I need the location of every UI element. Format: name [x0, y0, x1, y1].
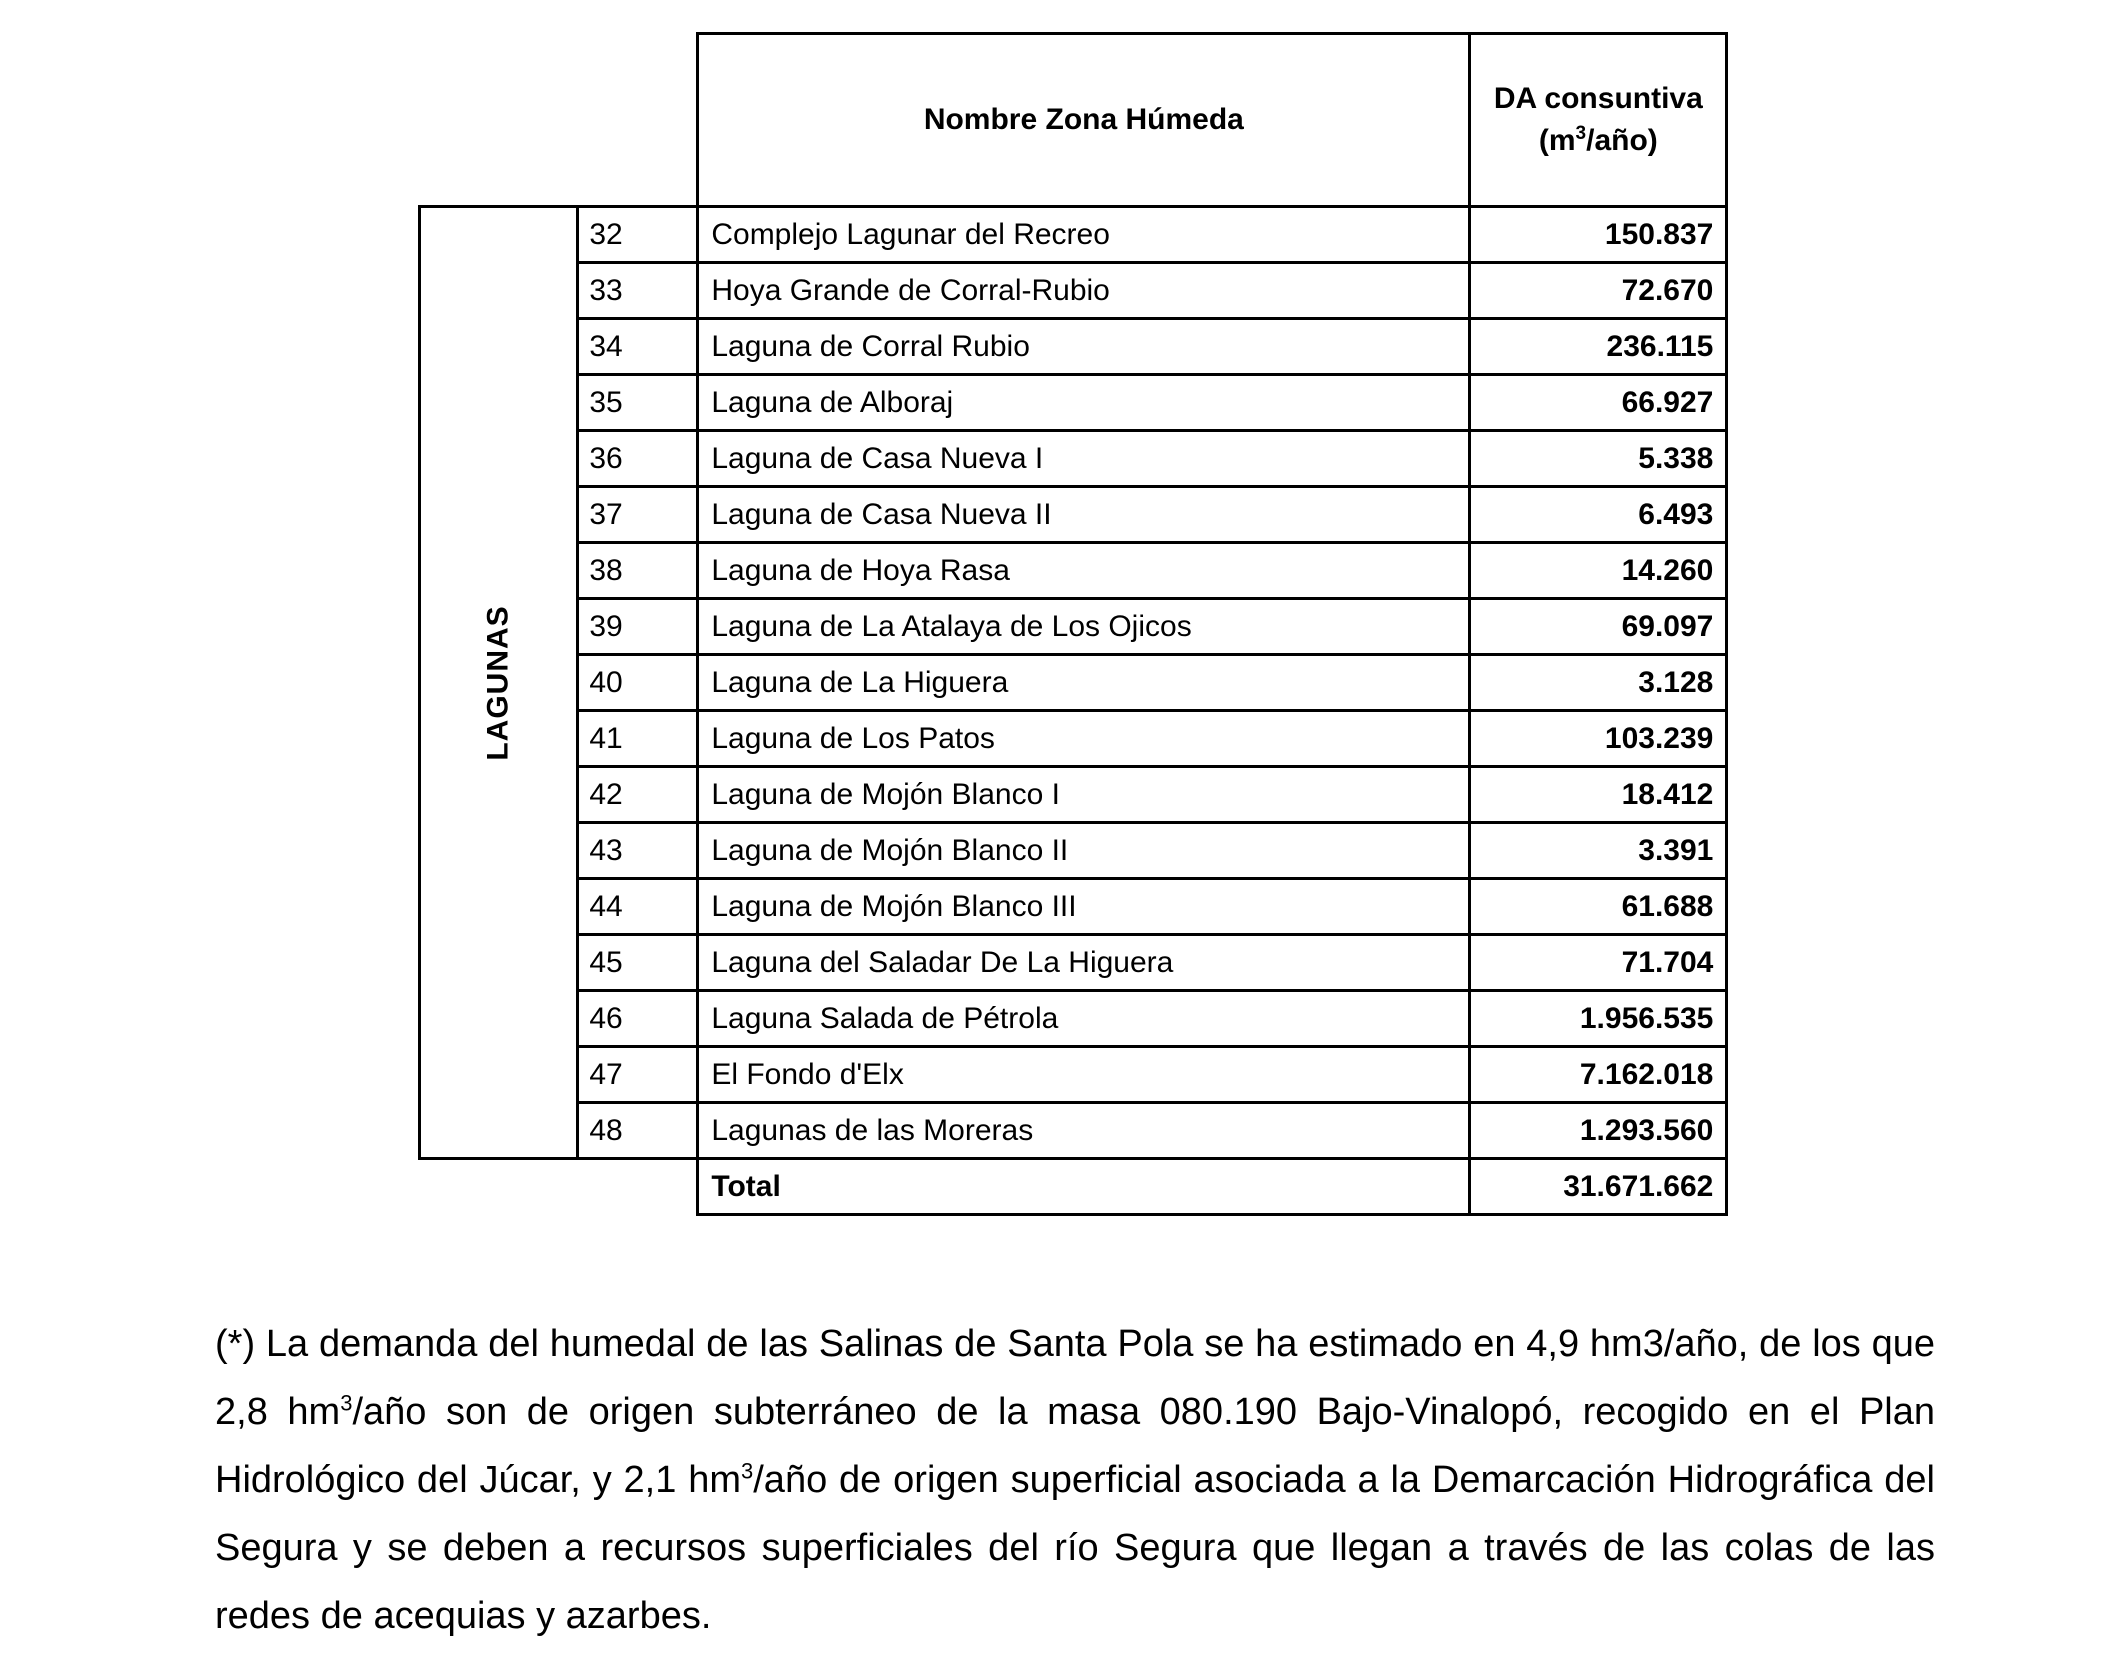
row-value: 66.927 [1470, 375, 1727, 431]
header-value-label: DA consuntiva [1493, 82, 1703, 115]
row-value: 1.956.535 [1470, 991, 1727, 1047]
row-number: 36 [578, 431, 698, 487]
row-value: 14.260 [1470, 543, 1727, 599]
table-header-row [420, 34, 1727, 207]
row-number: 32 [578, 207, 698, 263]
total-value: 31.671.662 [1470, 1159, 1727, 1215]
row-value: 6.493 [1470, 487, 1727, 543]
row-value: 1.293.560 [1470, 1103, 1727, 1159]
row-value: 150.837 [1470, 207, 1727, 263]
row-value: 103.239 [1470, 711, 1727, 767]
table-row [420, 991, 1727, 1047]
row-name: Laguna de Los Patos [698, 711, 1470, 767]
table-row [420, 1047, 1727, 1103]
row-number: 46 [578, 991, 698, 1047]
row-name: Laguna de Corral Rubio [698, 319, 1470, 375]
row-name: Laguna de La Atalaya de Los Ojicos [698, 599, 1470, 655]
footnote: (*) La demanda del humedal de las Salinas de Santa Pola se ha estimado en 4,9 hm3/año, de los que 2,8 $hm^3$/año son de origen subterráneo de la masa 080.190 Bajo-Vinalopó, recogido en el Plan Hidrológico del Júcar, y 2,1 $hm^3$/año de origen superficial asociada a la Demarcación Hidrográfica del Segura y se deben a recursos superficiales del río Segura que llegan a través de las colas de las redes de acequias y azarbes. [215, 1323, 1936, 1637]
row-number: 43 [578, 823, 698, 879]
row-number: 42 [578, 767, 698, 823]
group-label-cell [420, 207, 578, 1159]
group-label: LAGUNAS [481, 604, 515, 761]
total-blank-cell [578, 1159, 698, 1215]
header-blank-cell [578, 34, 698, 207]
total-row [420, 1159, 1727, 1215]
table-row [420, 935, 1727, 991]
table-row [420, 711, 1727, 767]
header-name-label: Nombre Zona Húmeda [923, 103, 1244, 136]
row-number: 44 [578, 879, 698, 935]
header-blank-cell [420, 34, 578, 207]
row-value: 3.128 [1470, 655, 1727, 711]
table-row [420, 207, 1727, 263]
row-name: Laguna de La Higuera [698, 655, 1470, 711]
row-number: 45 [578, 935, 698, 991]
row-name: El Fondo d'Elx [698, 1047, 1470, 1103]
table-row [420, 599, 1727, 655]
table-row [420, 767, 1727, 823]
table-row [420, 263, 1727, 319]
row-number: 34 [578, 319, 698, 375]
table-row [420, 375, 1727, 431]
row-name: Laguna de Casa Nueva I [698, 431, 1470, 487]
row-number: 37 [578, 487, 698, 543]
wetland-demand-table [418, 32, 1728, 1216]
row-number: 40 [578, 655, 698, 711]
table-row [420, 879, 1727, 935]
row-value: 69.097 [1470, 599, 1727, 655]
row-name: Laguna del Saladar De La Higuera [698, 935, 1470, 991]
row-value: 7.162.018 [1470, 1047, 1727, 1103]
row-value: 61.688 [1470, 879, 1727, 935]
row-value: 5.338 [1470, 431, 1727, 487]
row-value: 71.704 [1470, 935, 1727, 991]
row-number: 38 [578, 543, 698, 599]
row-name: Laguna de Mojón Blanco III [698, 879, 1470, 935]
table-row [420, 319, 1727, 375]
row-name: Complejo Lagunar del Recreo [698, 207, 1470, 263]
header-unit-label: $(m^3/año)$ [1538, 123, 1658, 157]
row-value: 236.115 [1470, 319, 1727, 375]
header-name-column [698, 34, 1470, 207]
table-row [420, 487, 1727, 543]
row-name: Laguna Salada de Pétrola [698, 991, 1470, 1047]
row-name: Laguna de Hoya Rasa [698, 543, 1470, 599]
row-value: 3.391 [1470, 823, 1727, 879]
row-number: 39 [578, 599, 698, 655]
table-row [420, 431, 1727, 487]
row-name: Laguna de Casa Nueva II [698, 487, 1470, 543]
row-name: Laguna de Mojón Blanco I [698, 767, 1470, 823]
total-label: Total [698, 1159, 1470, 1215]
table-row [420, 655, 1727, 711]
table-row [420, 1103, 1727, 1159]
table-row [420, 823, 1727, 879]
row-number: 48 [578, 1103, 698, 1159]
row-value: 18.412 [1470, 767, 1727, 823]
row-number: 35 [578, 375, 698, 431]
total-blank-cell [420, 1159, 578, 1215]
row-number: 41 [578, 711, 698, 767]
row-name: Laguna de Alboraj [698, 375, 1470, 431]
row-value: 72.670 [1470, 263, 1727, 319]
row-name: Lagunas de las Moreras [698, 1103, 1470, 1159]
row-name: Laguna de Mojón Blanco II [698, 823, 1470, 879]
row-name: Hoya Grande de Corral-Rubio [698, 263, 1470, 319]
row-number: 33 [578, 263, 698, 319]
table-row [420, 543, 1727, 599]
header-value-column [1470, 34, 1727, 207]
row-number: 47 [578, 1047, 698, 1103]
